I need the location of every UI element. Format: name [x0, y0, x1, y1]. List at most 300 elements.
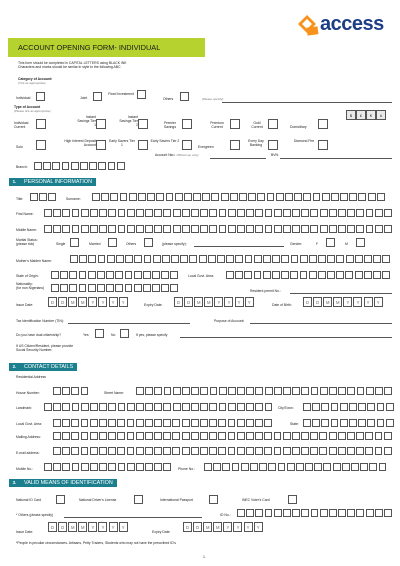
- type-instant-savings-2-checkbox[interactable]: [138, 119, 148, 129]
- char-box[interactable]: [145, 432, 153, 440]
- char-box[interactable]: [346, 255, 354, 263]
- char-box[interactable]: [228, 403, 236, 411]
- char-box[interactable]: [154, 403, 162, 411]
- char-box[interactable]: [134, 284, 142, 292]
- char-box[interactable]: [375, 225, 383, 233]
- date-box[interactable]: D: [303, 297, 312, 307]
- char-box[interactable]: [191, 432, 199, 440]
- char-box[interactable]: [90, 419, 98, 427]
- char-box[interactable]: [184, 193, 192, 201]
- char-box[interactable]: [136, 209, 144, 217]
- char-box[interactable]: [246, 209, 254, 217]
- char-box[interactable]: [115, 284, 123, 292]
- char-box[interactable]: [117, 419, 125, 427]
- char-box[interactable]: [154, 225, 162, 233]
- char-box[interactable]: [255, 447, 263, 455]
- char-box[interactable]: [228, 209, 236, 217]
- char-box[interactable]: [237, 509, 245, 517]
- char-box[interactable]: [265, 509, 273, 517]
- char-box[interactable]: [99, 419, 107, 427]
- char-box[interactable]: [318, 255, 326, 263]
- char-box[interactable]: [193, 193, 201, 201]
- char-box[interactable]: [291, 255, 299, 263]
- char-box[interactable]: [377, 403, 385, 411]
- char-box[interactable]: [209, 419, 217, 427]
- char-box[interactable]: [283, 225, 291, 233]
- char-box[interactable]: [218, 432, 226, 440]
- char-box[interactable]: [274, 209, 282, 217]
- char-box[interactable]: [98, 162, 106, 170]
- char-box[interactable]: [235, 271, 243, 279]
- char-box[interactable]: [336, 271, 344, 279]
- char-box[interactable]: [213, 463, 221, 471]
- char-box[interactable]: [175, 193, 183, 201]
- char-box[interactable]: [364, 255, 372, 263]
- char-box[interactable]: [182, 419, 190, 427]
- char-box[interactable]: [81, 447, 89, 455]
- char-box[interactable]: [264, 432, 272, 440]
- marital-others-checkbox[interactable]: [144, 238, 153, 247]
- char-box[interactable]: [145, 403, 153, 411]
- char-box[interactable]: [118, 225, 126, 233]
- char-box[interactable]: [338, 387, 346, 395]
- date-box[interactable]: Y: [88, 297, 97, 307]
- date-box[interactable]: Y: [98, 297, 107, 307]
- char-box[interactable]: [329, 209, 337, 217]
- date-box[interactable]: Y: [353, 297, 362, 307]
- char-box[interactable]: [349, 419, 357, 427]
- char-box[interactable]: [329, 387, 337, 395]
- id-expiry-date-boxes[interactable]: [183, 522, 264, 532]
- char-box[interactable]: [98, 255, 106, 263]
- char-box[interactable]: [377, 419, 385, 427]
- char-box[interactable]: [180, 255, 188, 263]
- char-box[interactable]: [170, 284, 178, 292]
- char-box[interactable]: [358, 193, 366, 201]
- char-box[interactable]: [164, 387, 172, 395]
- char-box[interactable]: [263, 255, 271, 263]
- id-others-line[interactable]: [64, 517, 202, 518]
- char-box[interactable]: [62, 225, 70, 233]
- char-box[interactable]: [219, 225, 227, 233]
- char-box[interactable]: [129, 193, 137, 201]
- drivers-license-checkbox[interactable]: [134, 495, 143, 504]
- char-box[interactable]: [254, 255, 262, 263]
- char-box[interactable]: [301, 447, 309, 455]
- char-box[interactable]: [246, 509, 254, 517]
- char-box[interactable]: [108, 225, 116, 233]
- date-box[interactable]: M: [213, 522, 222, 532]
- char-box[interactable]: [268, 463, 276, 471]
- char-box[interactable]: [90, 209, 98, 217]
- lga-boxes[interactable]: [226, 271, 391, 279]
- char-box[interactable]: [219, 403, 227, 411]
- char-box[interactable]: [163, 225, 171, 233]
- char-box[interactable]: [101, 193, 109, 201]
- char-box[interactable]: [318, 271, 326, 279]
- char-box[interactable]: [246, 432, 254, 440]
- char-box[interactable]: [39, 193, 47, 201]
- char-box[interactable]: [342, 463, 350, 471]
- char-box[interactable]: [292, 447, 300, 455]
- char-box[interactable]: [154, 419, 162, 427]
- char-box[interactable]: [127, 447, 135, 455]
- char-box[interactable]: [125, 255, 133, 263]
- char-box[interactable]: [320, 509, 328, 517]
- char-box[interactable]: [255, 403, 263, 411]
- char-box[interactable]: [356, 432, 364, 440]
- char-box[interactable]: [108, 432, 116, 440]
- char-box[interactable]: [347, 209, 355, 217]
- char-box[interactable]: [200, 209, 208, 217]
- char-box[interactable]: [358, 403, 366, 411]
- char-box[interactable]: [81, 387, 89, 395]
- char-box[interactable]: [163, 432, 171, 440]
- char-box[interactable]: [351, 463, 359, 471]
- char-box[interactable]: [182, 432, 190, 440]
- char-box[interactable]: [90, 403, 98, 411]
- type-every-day-checkbox[interactable]: [268, 140, 278, 150]
- char-box[interactable]: [202, 193, 210, 201]
- char-box[interactable]: [53, 387, 61, 395]
- date-box[interactable]: Y: [233, 522, 242, 532]
- street-name-boxes[interactable]: [136, 387, 393, 395]
- char-box[interactable]: [219, 209, 227, 217]
- currency-euro-box[interactable]: €: [366, 110, 376, 120]
- char-box[interactable]: [255, 209, 263, 217]
- char-box[interactable]: [51, 284, 59, 292]
- char-box[interactable]: [71, 387, 79, 395]
- char-box[interactable]: [366, 209, 374, 217]
- char-box[interactable]: [228, 432, 236, 440]
- char-box[interactable]: [228, 447, 236, 455]
- char-box[interactable]: [338, 509, 346, 517]
- char-box[interactable]: [303, 419, 311, 427]
- char-box[interactable]: [340, 419, 348, 427]
- char-box[interactable]: [108, 162, 116, 170]
- char-box[interactable]: [301, 209, 309, 217]
- char-box[interactable]: [163, 403, 171, 411]
- char-box[interactable]: [301, 432, 309, 440]
- char-box[interactable]: [145, 209, 153, 217]
- char-box[interactable]: [230, 193, 238, 201]
- char-box[interactable]: [313, 193, 321, 201]
- char-box[interactable]: [375, 387, 383, 395]
- type-early-savers-2-checkbox[interactable]: [182, 140, 192, 150]
- char-box[interactable]: [161, 271, 169, 279]
- nationality-boxes[interactable]: [51, 284, 180, 292]
- char-box[interactable]: [172, 447, 180, 455]
- mobile-boxes[interactable]: [44, 463, 173, 471]
- char-box[interactable]: [136, 419, 144, 427]
- char-box[interactable]: [138, 193, 146, 201]
- type-premier-savings-checkbox[interactable]: [182, 119, 192, 129]
- date-box[interactable]: D: [183, 522, 192, 532]
- char-box[interactable]: [145, 387, 153, 395]
- char-box[interactable]: [53, 419, 61, 427]
- char-box[interactable]: [62, 463, 70, 471]
- passport-checkbox[interactable]: [209, 495, 218, 504]
- contact-state-boxes[interactable]: [303, 419, 395, 427]
- char-box[interactable]: [110, 193, 118, 201]
- char-box[interactable]: [226, 255, 234, 263]
- char-box[interactable]: [292, 209, 300, 217]
- char-box[interactable]: [228, 419, 236, 427]
- char-box[interactable]: [81, 403, 89, 411]
- national-id-checkbox[interactable]: [56, 495, 65, 504]
- char-box[interactable]: [259, 463, 267, 471]
- char-box[interactable]: [81, 432, 89, 440]
- char-box[interactable]: [171, 255, 179, 263]
- char-box[interactable]: [255, 509, 263, 517]
- date-box[interactable]: D: [174, 297, 183, 307]
- char-box[interactable]: [72, 209, 80, 217]
- char-box[interactable]: [210, 387, 218, 395]
- char-box[interactable]: [118, 463, 126, 471]
- first-name-boxes[interactable]: [44, 209, 393, 217]
- char-box[interactable]: [162, 255, 170, 263]
- date-box[interactable]: M: [333, 297, 342, 307]
- char-box[interactable]: [62, 162, 70, 170]
- date-box[interactable]: Y: [109, 297, 118, 307]
- char-box[interactable]: [255, 432, 263, 440]
- char-box[interactable]: [375, 509, 383, 517]
- char-box[interactable]: [369, 463, 377, 471]
- char-box[interactable]: [345, 271, 353, 279]
- char-box[interactable]: [182, 225, 190, 233]
- char-box[interactable]: [218, 447, 226, 455]
- char-box[interactable]: [257, 193, 265, 201]
- char-box[interactable]: [333, 463, 341, 471]
- char-box[interactable]: [152, 271, 160, 279]
- char-box[interactable]: [292, 509, 300, 517]
- char-box[interactable]: [117, 447, 125, 455]
- char-box[interactable]: [384, 387, 392, 395]
- char-box[interactable]: [272, 271, 280, 279]
- category-specify-line[interactable]: [222, 102, 392, 103]
- char-box[interactable]: [320, 209, 328, 217]
- category-fixed-checkbox[interactable]: [137, 90, 146, 99]
- char-box[interactable]: [173, 209, 181, 217]
- char-box[interactable]: [108, 403, 116, 411]
- char-box[interactable]: [248, 193, 256, 201]
- char-box[interactable]: [125, 284, 133, 292]
- char-box[interactable]: [312, 403, 320, 411]
- char-box[interactable]: [349, 403, 357, 411]
- char-box[interactable]: [127, 209, 135, 217]
- char-box[interactable]: [254, 271, 262, 279]
- char-box[interactable]: [237, 209, 245, 217]
- char-box[interactable]: [365, 432, 373, 440]
- char-box[interactable]: [360, 463, 368, 471]
- char-box[interactable]: [199, 255, 207, 263]
- char-box[interactable]: [127, 225, 135, 233]
- char-box[interactable]: [228, 387, 236, 395]
- char-box[interactable]: [278, 463, 286, 471]
- resident-permit-line[interactable]: [290, 293, 392, 294]
- char-box[interactable]: [347, 387, 355, 395]
- category-others-checkbox[interactable]: [180, 92, 189, 101]
- char-box[interactable]: [44, 209, 52, 217]
- email-boxes[interactable]: [53, 447, 393, 455]
- char-box[interactable]: [347, 509, 355, 517]
- char-box[interactable]: [209, 447, 217, 455]
- date-box[interactable]: M: [78, 522, 87, 532]
- char-box[interactable]: [320, 225, 328, 233]
- char-box[interactable]: [120, 193, 128, 201]
- char-box[interactable]: [163, 209, 171, 217]
- char-box[interactable]: [99, 463, 107, 471]
- date-box[interactable]: D: [48, 522, 57, 532]
- date-box[interactable]: M: [323, 297, 332, 307]
- type-high-interest-checkbox[interactable]: [96, 140, 106, 150]
- tin-line[interactable]: [68, 323, 190, 324]
- char-box[interactable]: [356, 509, 364, 517]
- char-box[interactable]: [301, 509, 309, 517]
- char-box[interactable]: [321, 403, 329, 411]
- char-box[interactable]: [386, 419, 394, 427]
- char-box[interactable]: [154, 387, 162, 395]
- char-box[interactable]: [34, 162, 42, 170]
- char-box[interactable]: [373, 255, 381, 263]
- char-box[interactable]: [331, 419, 339, 427]
- char-box[interactable]: [384, 225, 392, 233]
- char-box[interactable]: [274, 432, 282, 440]
- char-box[interactable]: [309, 255, 317, 263]
- bvn-line[interactable]: [280, 158, 392, 159]
- type-solo-checkbox[interactable]: [36, 140, 46, 150]
- char-box[interactable]: [72, 225, 80, 233]
- char-box[interactable]: [232, 463, 240, 471]
- char-box[interactable]: [97, 284, 105, 292]
- char-box[interactable]: [143, 271, 151, 279]
- char-box[interactable]: [329, 447, 337, 455]
- char-box[interactable]: [237, 403, 245, 411]
- char-box[interactable]: [189, 255, 197, 263]
- char-box[interactable]: [209, 225, 217, 233]
- char-box[interactable]: [255, 419, 263, 427]
- char-box[interactable]: [314, 463, 322, 471]
- dual-specify-line[interactable]: [180, 337, 392, 338]
- date-box[interactable]: D: [193, 522, 202, 532]
- char-box[interactable]: [72, 463, 80, 471]
- house-number-boxes[interactable]: [53, 387, 90, 395]
- char-box[interactable]: [200, 403, 208, 411]
- type-premium-current-checkbox[interactable]: [230, 119, 240, 129]
- char-box[interactable]: [263, 271, 271, 279]
- char-box[interactable]: [292, 225, 300, 233]
- char-box[interactable]: [116, 255, 124, 263]
- category-individual-checkbox[interactable]: [36, 92, 45, 101]
- char-box[interactable]: [327, 255, 335, 263]
- char-box[interactable]: [364, 271, 372, 279]
- date-box[interactable]: M: [68, 297, 77, 307]
- char-box[interactable]: [62, 387, 70, 395]
- contact-lga-boxes[interactable]: [53, 419, 274, 427]
- char-box[interactable]: [384, 447, 392, 455]
- marital-specify-line[interactable]: [194, 246, 284, 247]
- type-gold-current-checkbox[interactable]: [268, 119, 278, 129]
- currency-dollar-box[interactable]: $: [346, 110, 356, 120]
- char-box[interactable]: [145, 419, 153, 427]
- char-box[interactable]: [235, 255, 243, 263]
- char-box[interactable]: [382, 255, 390, 263]
- char-box[interactable]: [246, 403, 254, 411]
- char-box[interactable]: [191, 225, 199, 233]
- char-box[interactable]: [70, 255, 78, 263]
- char-box[interactable]: [319, 447, 327, 455]
- char-box[interactable]: [296, 463, 304, 471]
- char-box[interactable]: [200, 447, 208, 455]
- char-box[interactable]: [71, 419, 79, 427]
- char-box[interactable]: [301, 225, 309, 233]
- char-box[interactable]: [134, 255, 142, 263]
- char-box[interactable]: [294, 193, 302, 201]
- char-box[interactable]: [237, 432, 245, 440]
- char-box[interactable]: [292, 387, 300, 395]
- char-box[interactable]: [99, 403, 107, 411]
- char-box[interactable]: [108, 447, 116, 455]
- char-box[interactable]: [283, 509, 291, 517]
- char-box[interactable]: [265, 225, 273, 233]
- char-box[interactable]: [106, 271, 114, 279]
- char-box[interactable]: [244, 271, 252, 279]
- date-box[interactable]: Y: [244, 522, 253, 532]
- char-box[interactable]: [44, 463, 52, 471]
- char-box[interactable]: [173, 387, 181, 395]
- currency-pound-box[interactable]: £: [356, 110, 366, 120]
- char-box[interactable]: [283, 432, 291, 440]
- char-box[interactable]: [136, 432, 144, 440]
- char-box[interactable]: [200, 387, 208, 395]
- char-box[interactable]: [48, 193, 56, 201]
- char-box[interactable]: [44, 225, 52, 233]
- char-box[interactable]: [153, 255, 161, 263]
- date-box[interactable]: Y: [98, 522, 107, 532]
- inec-checkbox[interactable]: [288, 495, 297, 504]
- char-box[interactable]: [375, 432, 383, 440]
- char-box[interactable]: [320, 387, 328, 395]
- char-box[interactable]: [338, 432, 346, 440]
- date-box[interactable]: M: [203, 522, 212, 532]
- char-box[interactable]: [226, 271, 234, 279]
- char-box[interactable]: [117, 162, 125, 170]
- marital-single-checkbox[interactable]: [70, 238, 79, 247]
- char-box[interactable]: [208, 255, 216, 263]
- char-box[interactable]: [384, 209, 392, 217]
- char-box[interactable]: [144, 255, 152, 263]
- char-box[interactable]: [321, 419, 329, 427]
- char-box[interactable]: [309, 271, 317, 279]
- char-box[interactable]: [80, 162, 88, 170]
- char-box[interactable]: [377, 193, 385, 201]
- char-box[interactable]: [92, 193, 100, 201]
- char-box[interactable]: [246, 447, 254, 455]
- char-box[interactable]: [182, 447, 190, 455]
- char-box[interactable]: [62, 432, 70, 440]
- char-box[interactable]: [154, 463, 162, 471]
- char-box[interactable]: [336, 255, 344, 263]
- state-origin-boxes[interactable]: [51, 271, 180, 279]
- char-box[interactable]: [81, 209, 89, 217]
- char-box[interactable]: [107, 255, 115, 263]
- char-box[interactable]: [274, 447, 282, 455]
- char-box[interactable]: [108, 419, 116, 427]
- char-box[interactable]: [127, 463, 135, 471]
- char-box[interactable]: [245, 255, 253, 263]
- char-box[interactable]: [154, 447, 162, 455]
- char-box[interactable]: [209, 403, 217, 411]
